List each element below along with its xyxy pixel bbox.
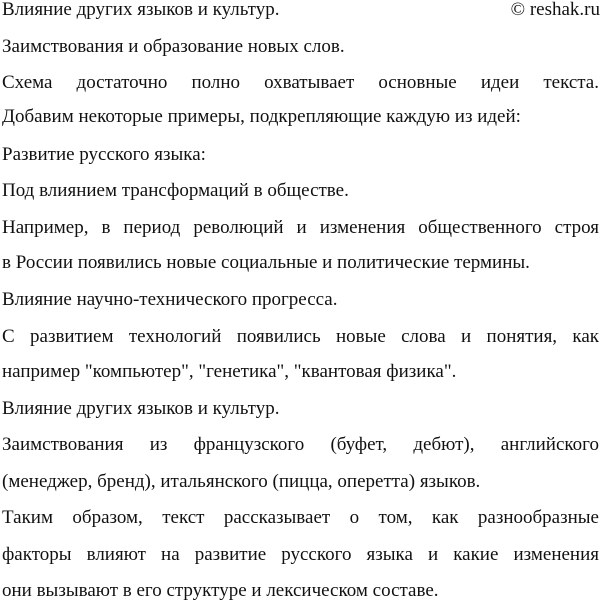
text-line: Например, в период революций и изменения общественного строя — [2, 217, 599, 238]
text-line: они вызывают в его структуре и лексическом составе. — [2, 580, 439, 601]
text-line: Влияние научно-технического прогресса. — [2, 289, 338, 310]
text-line: С развитием технологий появились новые слова и понятия, как — [2, 326, 599, 347]
text-line: факторы влияют на развитие русского языка и какие изменения — [2, 544, 599, 565]
text-line: Заимствования из французского (буфет, дебют), английского — [2, 434, 599, 455]
text-line: в России появились новые социальные и политические термины. — [2, 252, 530, 273]
text-line: Развитие русского языка: — [2, 144, 206, 165]
text-line: Схема достаточно полно охватывает основные идеи текста. — [2, 72, 599, 93]
text-line: Влияние других языков и культур. — [2, 398, 280, 419]
text-line: (менеджер, бренд), итальянского (пицца, оперетта) языков. — [2, 471, 481, 492]
text-line: Заимствования и образование новых слов. — [2, 36, 345, 57]
text-line: например "компьютер", "генетика", "квантовая физика". — [2, 361, 457, 382]
text-line: Добавим некоторые примеры, подкрепляющие каждую из идей: — [2, 106, 521, 127]
text-line: Влияние других языков и культур. — [2, 0, 280, 20]
site-watermark: © reshak.ru — [510, 0, 600, 20]
text-line: Под влиянием трансформаций в обществе. — [2, 180, 349, 201]
text-line: Таким образом, текст рассказывает о том, как разнообразные — [2, 507, 599, 528]
